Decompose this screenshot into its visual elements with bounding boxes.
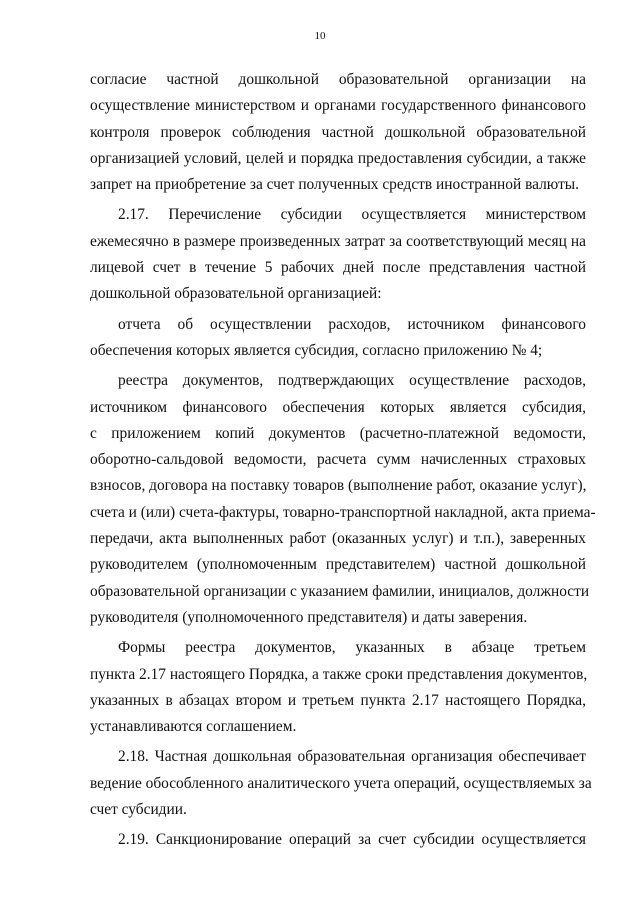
text-line: руководителя (уполномоченного представителя) и даты заверения. <box>90 608 528 626</box>
text-line: ежемесячно в размере произведенных затрат за соответствующий месяц на <box>90 232 586 250</box>
paragraph-registry <box>90 368 596 631</box>
paragraph-consent <box>90 67 586 198</box>
paragraph-2-17 <box>90 202 586 307</box>
text-line: ведение обособленного аналитического учета операций, осуществляемых за <box>90 774 592 792</box>
text-line: запрет на приобретение за счет полученных средств иностранной валюты. <box>90 176 579 194</box>
text-line: организацией условий, целей и порядка предоставления субсидии, а также <box>90 149 586 167</box>
text-line: взносов, договора на поставку товаров (выполнение работ, оказание услуг), <box>90 477 587 495</box>
text-line: реестра документов, подтверждающих осуществление расходов, <box>118 372 586 390</box>
text-line: обеспечения которых является субсидия, согласно приложению № 4; <box>90 341 543 359</box>
text-line: осуществление министерством и органами государственного финансового <box>90 97 586 115</box>
text-line: Формы реестра документов, указанных в абзаце третьем <box>118 639 586 657</box>
text-line: отчета об осуществлении расходов, источником финансового <box>118 315 586 333</box>
text-line: согласие частной дошкольной образовательной организации на <box>90 71 586 88</box>
text-line: оборотно-сальдовой ведомости, расчета сумм начисленных страховых <box>90 451 586 469</box>
text-line: руководителем (уполномоченным представителем) частной дошкольной <box>90 556 586 574</box>
page-number: 10 <box>314 30 326 42</box>
text-line: пункта 2.17 настоящего Порядка, а также сроки представления документов, <box>90 665 588 683</box>
text-line: контроля проверок соблюдения частной дошкольной образовательной <box>90 123 586 141</box>
text-line: образовательной организации с указанием фамилии, инициалов, должности <box>90 582 590 600</box>
text-line: 2.18. Частная дошкольная образовательная организация обеспечивает <box>118 748 586 766</box>
document-body <box>90 67 596 854</box>
paragraph-2-18 <box>90 744 592 823</box>
text-line: счет субсидии. <box>90 801 187 819</box>
text-line: передачи, акта выполненных работ (оказанных услуг) и т.п.), заверенных <box>90 530 586 548</box>
text-line: устанавливаются соглашением. <box>90 718 297 736</box>
text-line: источником финансового обеспечения которых является субсидия, <box>90 398 586 416</box>
text-line: дошкольной образовательной организацией: <box>90 285 382 303</box>
text-line: лицевой счет в течение 5 рабочих дней после представления частной <box>90 259 586 277</box>
text-line: 2.17. Перечисление субсидии осуществляется министерством <box>118 206 586 224</box>
text-line: с приложением копий документов (расчетно-платежной ведомости, <box>90 424 586 442</box>
paragraph-2-19 <box>90 827 586 853</box>
text-line: 2.19. Санкционирование операций за счет субсидии осуществляется <box>118 831 586 849</box>
paragraph-report <box>90 312 586 365</box>
text-line: счета и (или) счета-фактуры, товарно-транспортной накладной, акта приема- <box>90 503 596 521</box>
paragraph-forms <box>90 635 586 740</box>
text-line: указанных в абзацах втором и третьем пункта 2.17 настоящего Порядка, <box>90 691 586 709</box>
